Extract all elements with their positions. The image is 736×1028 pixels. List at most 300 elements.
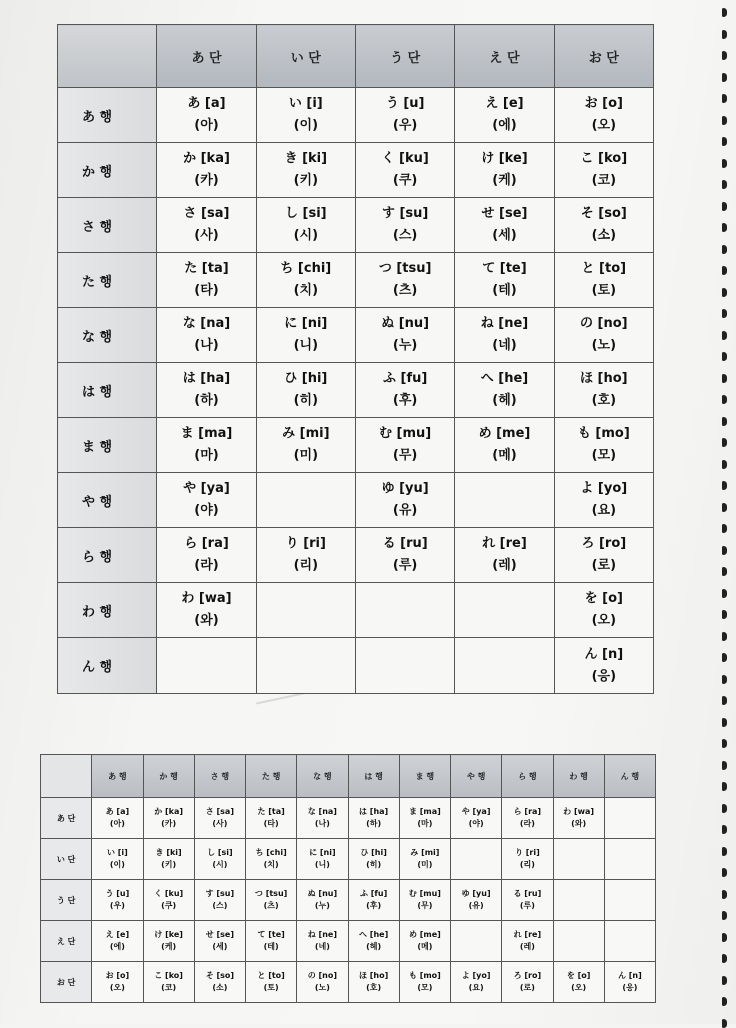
row-header: さ 행 xyxy=(58,198,157,253)
kana-romaji: る [ru] xyxy=(513,889,542,898)
kana-romaji: や [ya] xyxy=(183,481,230,496)
kana-romaji: わ [wa] xyxy=(563,807,595,816)
corner-cell xyxy=(58,25,157,88)
kana-cell xyxy=(256,528,355,583)
binding-hole xyxy=(722,610,727,619)
binding-hole xyxy=(722,675,727,684)
kana-cell xyxy=(455,198,554,253)
kana-cell xyxy=(348,839,399,880)
column-header: た 행 xyxy=(246,755,297,798)
kana-cell xyxy=(194,798,245,839)
hangul-reading: (오) xyxy=(571,983,587,992)
kana-cell xyxy=(502,839,553,880)
kana-romaji: を [o] xyxy=(566,971,591,980)
binding-hole xyxy=(722,374,727,383)
hangul-reading: (케) xyxy=(492,173,517,188)
kana-romaji: ま [ma] xyxy=(180,426,233,441)
hangul-reading: (유) xyxy=(468,901,484,910)
kana-cell xyxy=(246,962,297,1003)
row-header: あ 단 xyxy=(41,798,92,839)
hangul-reading: (미) xyxy=(417,860,433,869)
kana-romaji: お [o] xyxy=(584,96,623,111)
binding-hole xyxy=(722,782,727,791)
hangul-reading: (응) xyxy=(622,983,638,992)
row-header: お 단 xyxy=(41,962,92,1003)
binding-hole xyxy=(722,653,727,662)
hangul-reading: (소) xyxy=(212,983,228,992)
kana-cell xyxy=(554,418,653,473)
kana-romaji: め [me] xyxy=(408,930,441,939)
hangul-reading: (히) xyxy=(366,860,382,869)
hangul-reading: (와) xyxy=(194,613,219,628)
kana-romaji: く [ku] xyxy=(154,889,184,898)
kana-romaji: て [te] xyxy=(482,261,527,276)
hangul-reading: (사) xyxy=(212,819,228,828)
hangul-reading: (소) xyxy=(591,228,617,243)
binding-hole xyxy=(722,309,727,318)
hangul-reading: (오) xyxy=(109,983,125,992)
kana-romaji: は [ha] xyxy=(359,807,389,816)
kana-cell xyxy=(455,363,554,418)
table-row xyxy=(41,798,656,839)
kana-cell xyxy=(399,880,450,921)
hangul-reading: (치) xyxy=(293,283,319,298)
binding-hole xyxy=(722,739,727,748)
kana-cell xyxy=(157,528,256,583)
row-header: あ 행 xyxy=(58,88,157,143)
kana-romaji: ま [ma] xyxy=(408,807,441,816)
hangul-reading: (후) xyxy=(392,393,418,408)
hangul-reading: (에) xyxy=(492,118,517,133)
kana-romaji: よ [yo] xyxy=(461,971,491,980)
hangul-reading: (라) xyxy=(519,819,535,828)
kana-cell xyxy=(143,962,194,1003)
hangul-reading: (니) xyxy=(314,860,330,869)
hangul-reading: (타) xyxy=(194,283,219,298)
hangul-reading: (요) xyxy=(468,983,484,992)
hangul-reading: (마) xyxy=(194,448,219,463)
kana-romaji: ほ [ho] xyxy=(358,971,389,980)
binding-hole xyxy=(722,524,727,533)
kana-cell xyxy=(246,921,297,962)
hangul-reading: (야) xyxy=(468,819,484,828)
binding-hole xyxy=(722,73,727,82)
binding-hole xyxy=(722,223,727,232)
binding-hole xyxy=(722,460,727,469)
kana-romaji: ね [ne] xyxy=(480,316,529,331)
hangul-reading: (유) xyxy=(392,503,418,518)
kana-cell xyxy=(157,88,256,143)
kana-romaji: ゆ [yu] xyxy=(461,889,491,898)
kana-cell xyxy=(246,880,297,921)
kana-cell xyxy=(355,638,454,694)
kana-cell xyxy=(157,363,256,418)
kana-cell xyxy=(297,798,348,839)
kana-cell xyxy=(554,308,653,363)
hangul-reading: (에) xyxy=(109,942,125,951)
kana-cell xyxy=(502,921,553,962)
kana-cell xyxy=(455,638,554,694)
kana-romaji: あ [a] xyxy=(187,96,226,111)
kana-cell xyxy=(157,198,256,253)
binding-hole xyxy=(722,481,727,490)
kana-cell xyxy=(554,638,653,694)
kana-romaji: ん [n] xyxy=(617,971,642,980)
hangul-reading: (루) xyxy=(519,901,535,910)
kana-romaji: し [si] xyxy=(285,206,327,221)
kana-cell xyxy=(553,880,604,921)
hangul-reading: (노) xyxy=(314,983,330,992)
kana-cell xyxy=(256,583,355,638)
kana-cell xyxy=(451,798,502,839)
kana-cell xyxy=(92,839,143,880)
kana-cell xyxy=(194,921,245,962)
hangul-reading: (아) xyxy=(194,118,219,133)
kana-cell xyxy=(92,921,143,962)
binding-hole xyxy=(722,503,727,512)
kana-cell xyxy=(502,798,553,839)
binding-hole xyxy=(722,890,727,899)
kana-cell xyxy=(143,839,194,880)
kana-cell xyxy=(256,363,355,418)
row-header: わ 행 xyxy=(58,583,157,638)
kana-romaji: ろ [ro] xyxy=(513,971,542,980)
hangul-reading: (토) xyxy=(591,283,617,298)
table-row xyxy=(58,198,654,253)
binding-hole xyxy=(722,94,727,103)
row-header: ん 행 xyxy=(58,638,157,694)
kana-cell xyxy=(355,308,454,363)
kana-romaji: り [ri] xyxy=(285,536,326,551)
kana-cell xyxy=(502,880,553,921)
kana-cell xyxy=(157,638,256,694)
kana-romaji: へ [he] xyxy=(359,930,389,939)
kana-cell xyxy=(554,583,653,638)
binding-hole xyxy=(722,718,727,727)
kana-romaji: つ [tsu] xyxy=(254,889,288,898)
column-header: ら 행 xyxy=(502,755,553,798)
kana-cell xyxy=(451,839,502,880)
kana-romaji: と [to] xyxy=(581,261,627,276)
kana-romaji: ほ [ho] xyxy=(580,371,628,386)
hangul-reading: (테) xyxy=(263,942,279,951)
kana-cell xyxy=(604,921,655,962)
column-header: か 행 xyxy=(143,755,194,798)
table-row xyxy=(58,308,654,363)
kana-romaji: せ [se] xyxy=(481,206,528,221)
binding-hole xyxy=(722,567,727,576)
table-row xyxy=(58,473,654,528)
kana-romaji: ひ [hi] xyxy=(360,848,387,857)
kana-cell xyxy=(194,880,245,921)
kana-romaji: へ [he] xyxy=(480,371,529,386)
kana-romaji: ひ [hi] xyxy=(284,371,328,386)
kana-cell xyxy=(143,880,194,921)
kana-cell xyxy=(355,363,454,418)
hangul-reading: (토) xyxy=(263,983,279,992)
kana-romaji: ね [ne] xyxy=(307,930,337,939)
column-header: お 단 xyxy=(554,25,653,88)
kana-romaji: き [ki] xyxy=(155,848,182,857)
kana-cell xyxy=(143,921,194,962)
kana-cell xyxy=(256,253,355,308)
hangul-reading: (히) xyxy=(293,393,319,408)
hangul-reading: (우) xyxy=(392,118,418,133)
hangul-reading: (네) xyxy=(314,942,330,951)
hangul-reading: (무) xyxy=(417,901,433,910)
kana-cell xyxy=(256,143,355,198)
kana-romaji: え [e] xyxy=(485,96,524,111)
hangul-reading: (스) xyxy=(212,901,228,910)
kana-cell xyxy=(399,921,450,962)
kana-cell xyxy=(246,839,297,880)
binding-hole xyxy=(722,137,727,146)
table-row xyxy=(58,88,654,143)
kana-cell xyxy=(451,921,502,962)
hangul-reading: (호) xyxy=(591,393,617,408)
row-header: や 행 xyxy=(58,473,157,528)
kana-romaji: な [na] xyxy=(182,316,231,331)
kana-romaji: の [no] xyxy=(307,971,338,980)
kana-romaji: す [su] xyxy=(205,889,235,898)
column-header: あ 행 xyxy=(92,755,143,798)
hangul-reading: (누) xyxy=(314,901,330,910)
kana-romaji: ふ [fu] xyxy=(382,371,428,386)
kana-cell xyxy=(297,962,348,1003)
kana-cell xyxy=(92,798,143,839)
hangul-reading: (시) xyxy=(212,860,228,869)
column-header: な 행 xyxy=(297,755,348,798)
binding-hole xyxy=(722,116,727,125)
column-header: う 단 xyxy=(355,25,454,88)
hangul-reading: (로) xyxy=(591,558,617,573)
kana-cell xyxy=(455,143,554,198)
kana-romaji: ろ [ro] xyxy=(581,536,627,551)
hangul-reading: (누) xyxy=(392,338,418,353)
kana-romaji: や [ya] xyxy=(461,807,491,816)
kana-romaji: り [ri] xyxy=(514,848,540,857)
kana-cell xyxy=(194,839,245,880)
kana-romaji: け [ke] xyxy=(154,930,183,939)
kana-romaji: も [mo] xyxy=(408,971,441,980)
binding-hole xyxy=(722,1019,727,1028)
kana-cell xyxy=(455,308,554,363)
hangul-reading: (마) xyxy=(417,819,433,828)
kana-romaji: こ [ko] xyxy=(580,151,628,166)
kana-cell xyxy=(553,798,604,839)
column-header: え 단 xyxy=(455,25,554,88)
kana-romaji: み [mi] xyxy=(282,426,330,441)
hangul-reading: (카) xyxy=(194,173,219,188)
hangul-reading: (노) xyxy=(591,338,617,353)
kana-cell xyxy=(355,88,454,143)
binding-hole xyxy=(722,438,727,447)
kana-romaji: て [te] xyxy=(257,930,285,939)
kana-romaji: こ [ko] xyxy=(154,971,183,980)
binding-hole xyxy=(722,331,727,340)
kana-cell xyxy=(256,418,355,473)
hangul-reading: (치) xyxy=(263,860,279,869)
binding-hole xyxy=(722,546,727,555)
kana-cell xyxy=(451,962,502,1003)
binding-hole xyxy=(722,417,727,426)
hangul-reading: (타) xyxy=(263,819,279,828)
hangul-reading: (코) xyxy=(591,173,617,188)
binding-hole xyxy=(722,911,727,920)
kana-cell xyxy=(348,798,399,839)
kana-cell xyxy=(256,198,355,253)
kana-cell xyxy=(256,638,355,694)
kana-romaji: み [mi] xyxy=(410,848,440,857)
kana-cell xyxy=(399,839,450,880)
header-row xyxy=(58,25,654,88)
kana-cell xyxy=(256,473,355,528)
hangul-reading: (테) xyxy=(492,283,517,298)
kana-cell xyxy=(554,198,653,253)
kana-romaji: わ [wa] xyxy=(181,591,232,606)
hangul-reading: (네) xyxy=(492,338,517,353)
binding-hole xyxy=(722,696,727,705)
binding-hole xyxy=(722,8,727,17)
hangul-reading: (헤) xyxy=(366,942,382,951)
binding-hole xyxy=(722,180,727,189)
kana-cell xyxy=(604,880,655,921)
kana-cell xyxy=(554,528,653,583)
kana-cell xyxy=(355,198,454,253)
hangul-reading: (로) xyxy=(519,983,535,992)
hangul-reading: (시) xyxy=(293,228,319,243)
hangul-reading: (나) xyxy=(194,338,219,353)
kana-romaji: さ [sa] xyxy=(205,807,234,816)
kana-cell xyxy=(604,798,655,839)
hangul-reading: (코) xyxy=(161,983,177,992)
kana-romaji: ぬ [nu] xyxy=(307,889,338,898)
hangul-reading: (레) xyxy=(492,558,517,573)
kana-cell xyxy=(143,798,194,839)
kana-cell xyxy=(92,880,143,921)
kana-cell xyxy=(297,880,348,921)
header-row xyxy=(41,755,656,798)
hangul-reading: (오) xyxy=(591,118,617,133)
kana-cell xyxy=(553,921,604,962)
table-row xyxy=(58,528,654,583)
hangul-reading: (하) xyxy=(366,819,382,828)
kana-romaji: た [ta] xyxy=(257,807,285,816)
spiral-binding xyxy=(722,0,730,1024)
kana-cell xyxy=(297,839,348,880)
binding-hole xyxy=(722,589,727,598)
table-row xyxy=(58,363,654,418)
kana-cell xyxy=(246,798,297,839)
row-header: え 단 xyxy=(41,921,92,962)
hangul-reading: (후) xyxy=(366,901,382,910)
column-header: い 단 xyxy=(256,25,355,88)
kana-cell xyxy=(554,88,653,143)
binding-hole xyxy=(722,825,727,834)
hangul-reading: (응) xyxy=(591,668,617,684)
column-header: あ 단 xyxy=(157,25,256,88)
binding-hole xyxy=(722,997,727,1006)
hangul-reading: (모) xyxy=(417,983,433,992)
column-header: は 행 xyxy=(348,755,399,798)
binding-hole xyxy=(722,632,727,641)
kana-cell xyxy=(256,308,355,363)
hangul-reading: (케) xyxy=(161,942,177,951)
row-header: ま 행 xyxy=(58,418,157,473)
kana-romaji: ゆ [yu] xyxy=(381,481,429,496)
kana-romaji: の [no] xyxy=(580,316,628,331)
kana-romaji: く [ku] xyxy=(381,151,429,166)
table-row xyxy=(41,839,656,880)
row-header: な 행 xyxy=(58,308,157,363)
hangul-reading: (호) xyxy=(366,983,382,992)
hangul-reading: (이) xyxy=(293,118,319,133)
kana-romaji: に [ni] xyxy=(309,848,336,857)
kana-romaji: け [ke] xyxy=(481,151,528,166)
kana-cell xyxy=(256,88,355,143)
kana-cell xyxy=(455,583,554,638)
hangul-reading: (리) xyxy=(293,558,319,573)
kana-romaji: そ [so] xyxy=(205,971,235,980)
hangul-reading: (리) xyxy=(519,860,535,869)
row-header: い 단 xyxy=(41,839,92,880)
hangul-reading: (야) xyxy=(194,503,219,518)
kana-cell xyxy=(355,418,454,473)
column-header: さ 행 xyxy=(194,755,245,798)
hangul-reading: (사) xyxy=(194,228,219,243)
kana-cell xyxy=(451,880,502,921)
kana-romaji: を [o] xyxy=(584,591,623,606)
kana-cell xyxy=(455,473,554,528)
hangul-reading: (이) xyxy=(109,860,125,869)
column-header: や 행 xyxy=(451,755,502,798)
kana-romaji: ん [n] xyxy=(584,646,624,662)
hangul-reading: (미) xyxy=(293,448,319,463)
binding-hole xyxy=(722,395,727,404)
table-row xyxy=(41,880,656,921)
binding-hole xyxy=(722,847,727,856)
binding-hole xyxy=(722,352,727,361)
kana-cell xyxy=(194,962,245,1003)
kana-romaji: ち [chi] xyxy=(280,261,332,276)
hangul-reading: (쿠) xyxy=(392,173,418,188)
binding-hole xyxy=(722,202,727,211)
kana-romaji: は [ha] xyxy=(182,371,231,386)
table-row xyxy=(58,638,654,694)
kana-romaji: ら [ra] xyxy=(513,807,542,816)
kana-romaji: せ [se] xyxy=(205,930,235,939)
table-row xyxy=(41,921,656,962)
kana-cell xyxy=(157,308,256,363)
kana-cell xyxy=(553,839,604,880)
kana-cell xyxy=(554,363,653,418)
kana-romaji: う [u] xyxy=(385,96,425,111)
kana-romaji: も [mo] xyxy=(577,426,630,441)
hangul-reading: (스) xyxy=(392,228,418,243)
kana-romaji: え [e] xyxy=(105,930,130,939)
kana-cell xyxy=(455,88,554,143)
hangul-reading: (루) xyxy=(392,558,418,573)
row-header: た 행 xyxy=(58,253,157,308)
kana-romaji: め [me] xyxy=(478,426,531,441)
kana-romaji: れ [re] xyxy=(482,536,527,551)
row-header: う 단 xyxy=(41,880,92,921)
kana-cell xyxy=(348,880,399,921)
hangul-reading: (라) xyxy=(194,558,219,573)
hangul-reading: (아) xyxy=(109,819,125,828)
kana-cell xyxy=(554,473,653,528)
kana-romaji: な [na] xyxy=(307,807,337,816)
